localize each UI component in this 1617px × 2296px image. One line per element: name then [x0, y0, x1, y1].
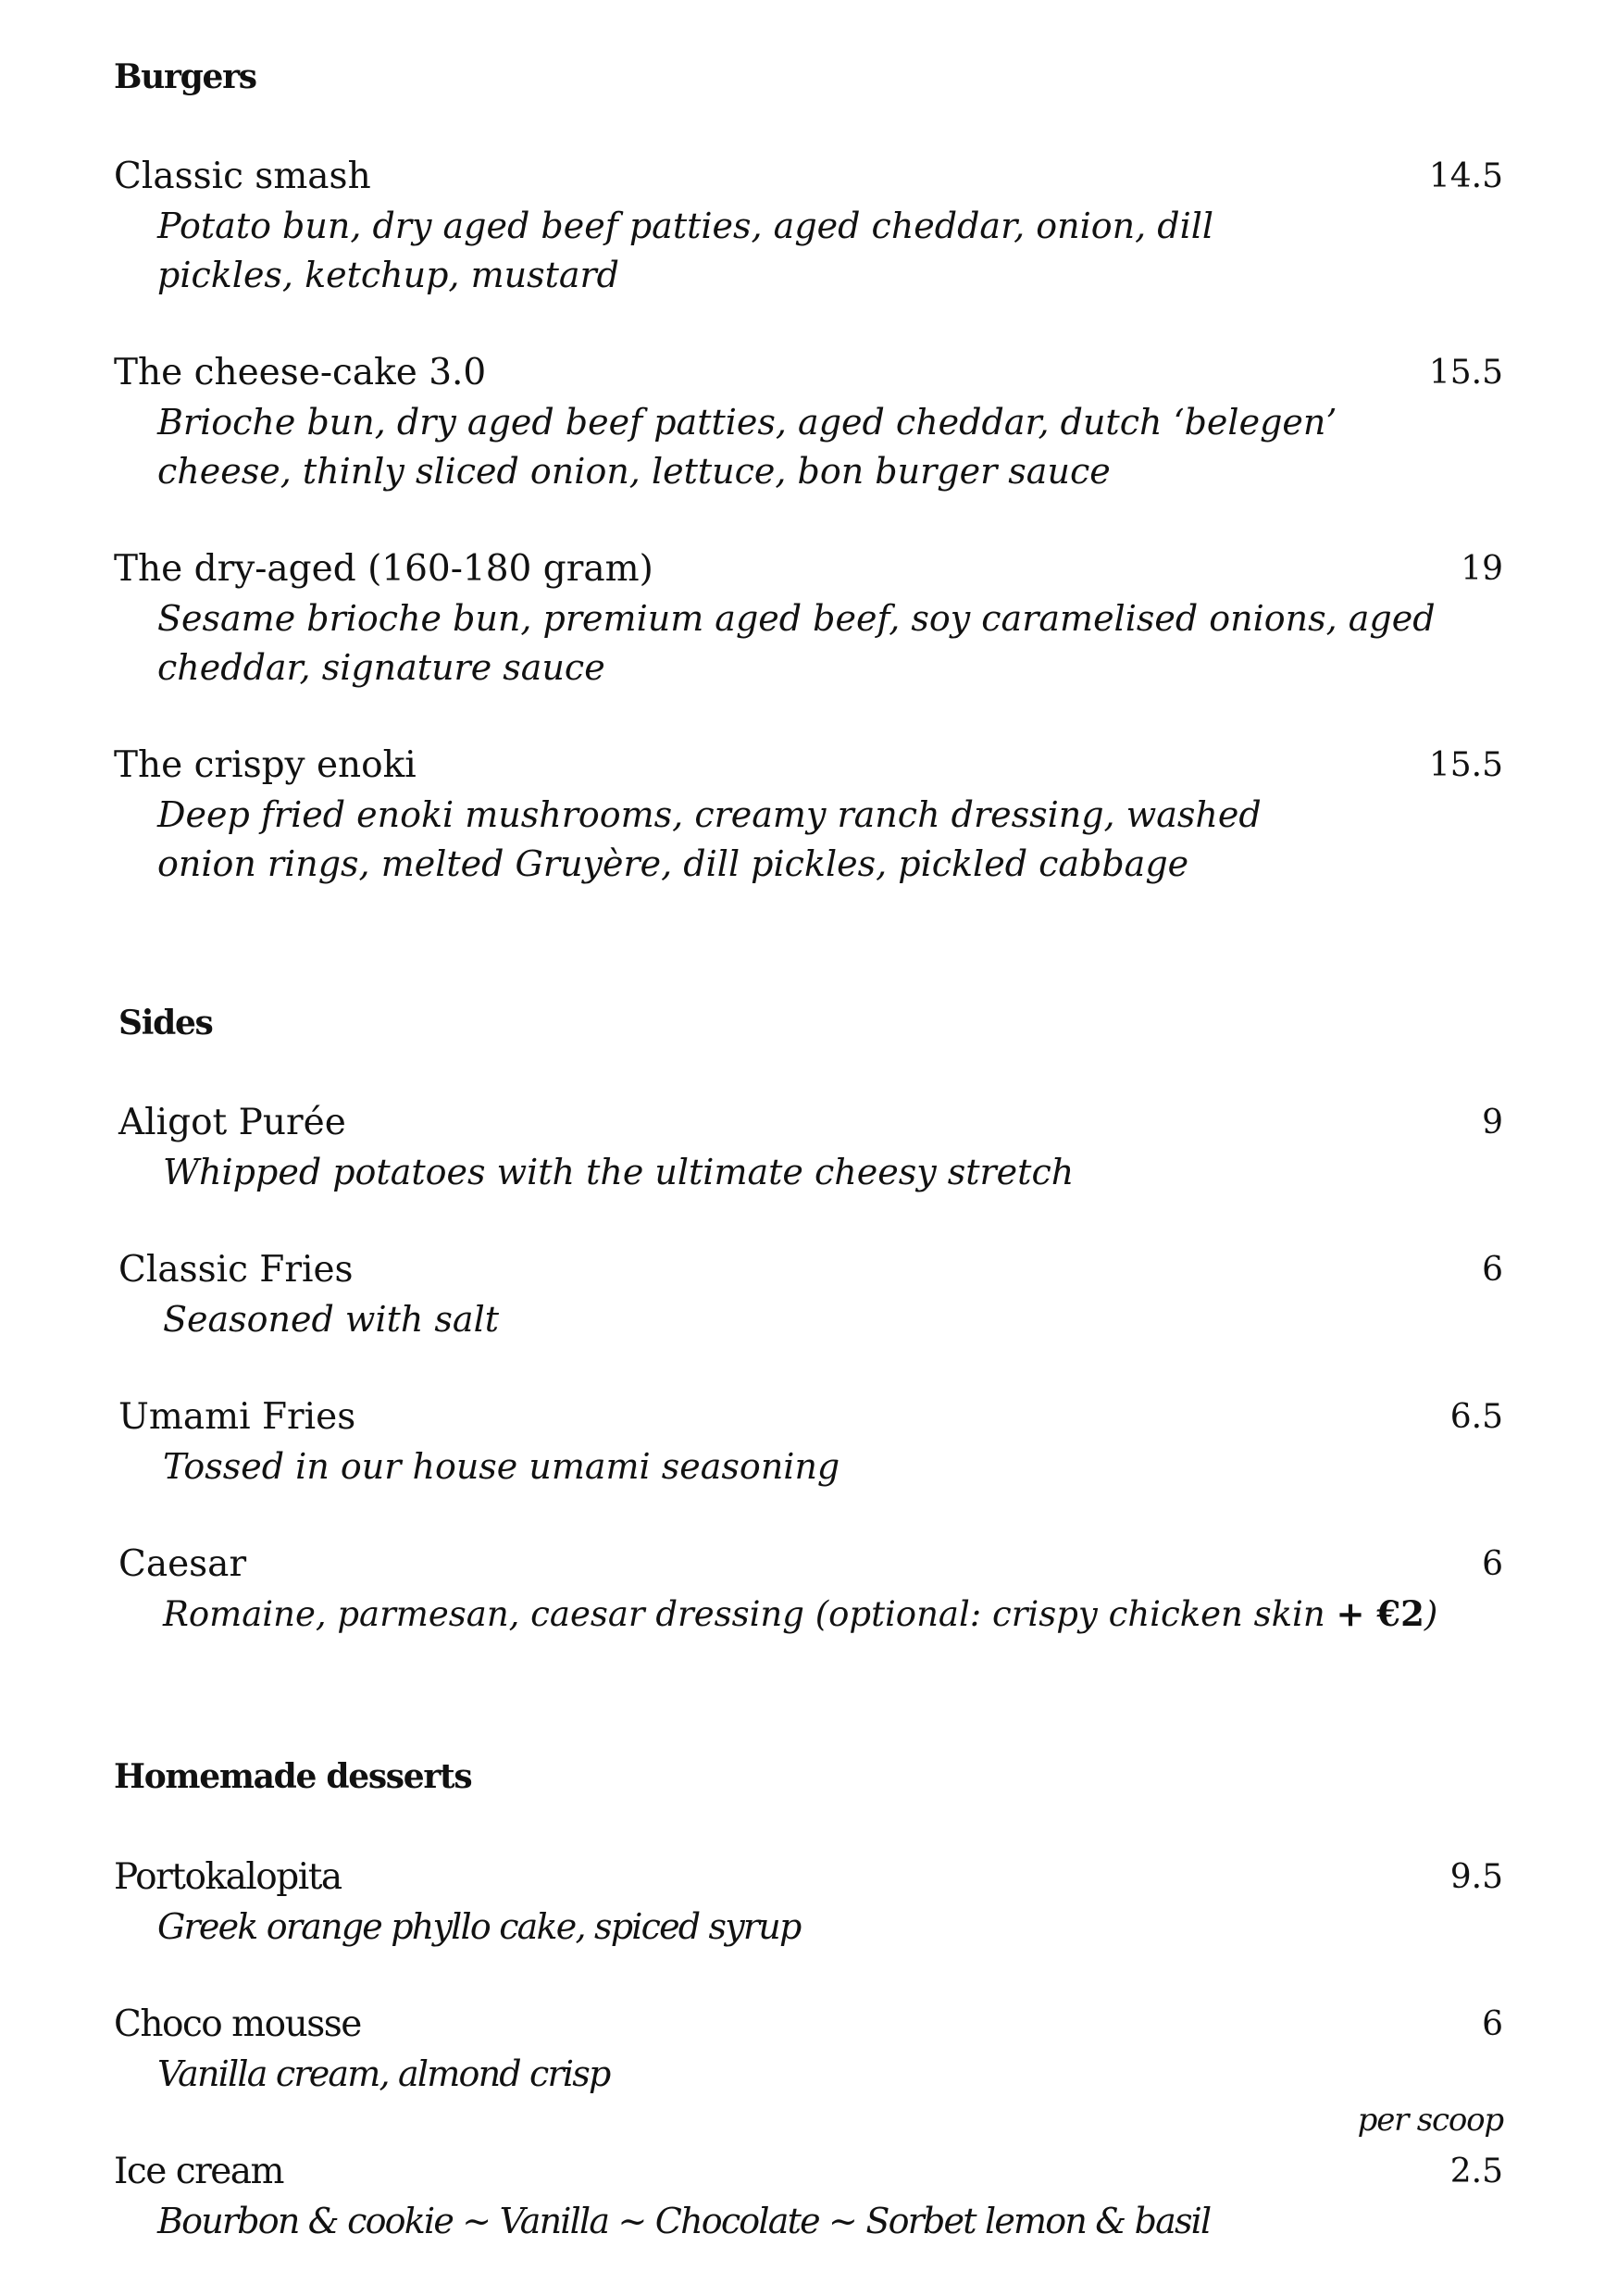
- item-description: Whipped potatoes with the ultimate cheesy stretch: [163, 1152, 1075, 1192]
- item-description-line-1: Brioche bun, dry aged beef patties, aged cheddar, dutch ‘belegen’: [157, 402, 1337, 443]
- item-name: The dry-aged (160-180 gram): [114, 548, 653, 590]
- item-description: Seasoned with salt: [163, 1299, 500, 1340]
- item-price: 2.5: [1449, 2152, 1503, 2190]
- item-description-line-1: Potato bun, dry aged beef patties, aged cheddar, onion, dill: [157, 206, 1214, 246]
- item-description: Greek orange phyllo cake, spiced syrup: [157, 1906, 801, 1947]
- item-description-line-2: onion rings, melted Gruyère, dill pickles, pickled cabbage: [157, 843, 1189, 884]
- item-description-line-1: Deep fried enoki mushrooms, creamy ranch dressing, washed: [157, 794, 1262, 835]
- item-name: The cheese-cake 3.0: [114, 352, 487, 393]
- item-price: 19: [1461, 550, 1503, 588]
- item-name: Classic Fries: [118, 1249, 354, 1291]
- item-name: Portokalopita: [114, 1856, 342, 1898]
- item-description-line-1: Sesame brioche bun, premium aged beef, soy caramelised onions, aged: [157, 598, 1436, 639]
- item-price: 15.5: [1428, 746, 1503, 784]
- item-description: Tossed in our house umami seasoning: [163, 1446, 840, 1487]
- section-title-burgers: Burgers: [114, 57, 256, 96]
- item-name: Ice cream: [114, 2151, 284, 2192]
- item-description-addon-price: + €2: [1336, 1593, 1424, 1634]
- item-name: Umami Fries: [118, 1396, 356, 1438]
- item-price: 6.5: [1449, 1398, 1503, 1436]
- item-description: Vanilla cream, almond crisp: [157, 2053, 610, 2094]
- section-title-desserts: Homemade desserts: [114, 1757, 472, 1796]
- item-price: 9.5: [1449, 1858, 1503, 1896]
- item-description-line-2: cheese, thinly sliced onion, lettuce, bon burger sauce: [157, 451, 1111, 492]
- item-name: Aligot Purée: [118, 1102, 346, 1143]
- item-description-end: ): [1424, 1594, 1438, 1634]
- item-price: 9: [1482, 1104, 1503, 1142]
- item-name: Choco mousse: [114, 2003, 361, 2045]
- item-price: 6: [1482, 2005, 1503, 2043]
- item-name: The crispy enoki: [114, 744, 417, 786]
- item-name: Classic smash: [114, 156, 371, 197]
- item-price: 15.5: [1428, 354, 1503, 392]
- item-price: 6: [1482, 1545, 1503, 1583]
- item-description-text: Romaine, parmesan, caesar dressing (optional: crispy chicken skin: [163, 1594, 1337, 1634]
- section-title-sides: Sides: [118, 1004, 213, 1042]
- item-price: 6: [1482, 1251, 1503, 1289]
- item-description-line-2: pickles, ketchup, mustard: [157, 255, 620, 295]
- item-description-line-2: cheddar, signature sauce: [157, 647, 605, 688]
- item-price: 14.5: [1428, 157, 1503, 195]
- item-name: Caesar: [118, 1543, 247, 1585]
- price-note: per scoop: [1357, 2102, 1503, 2139]
- item-description: [163, 1590, 1437, 1639]
- item-description: Bourbon & cookie ~ Vanilla ~ Chocolate ~ Sorbet lemon & basil: [157, 2201, 1211, 2241]
